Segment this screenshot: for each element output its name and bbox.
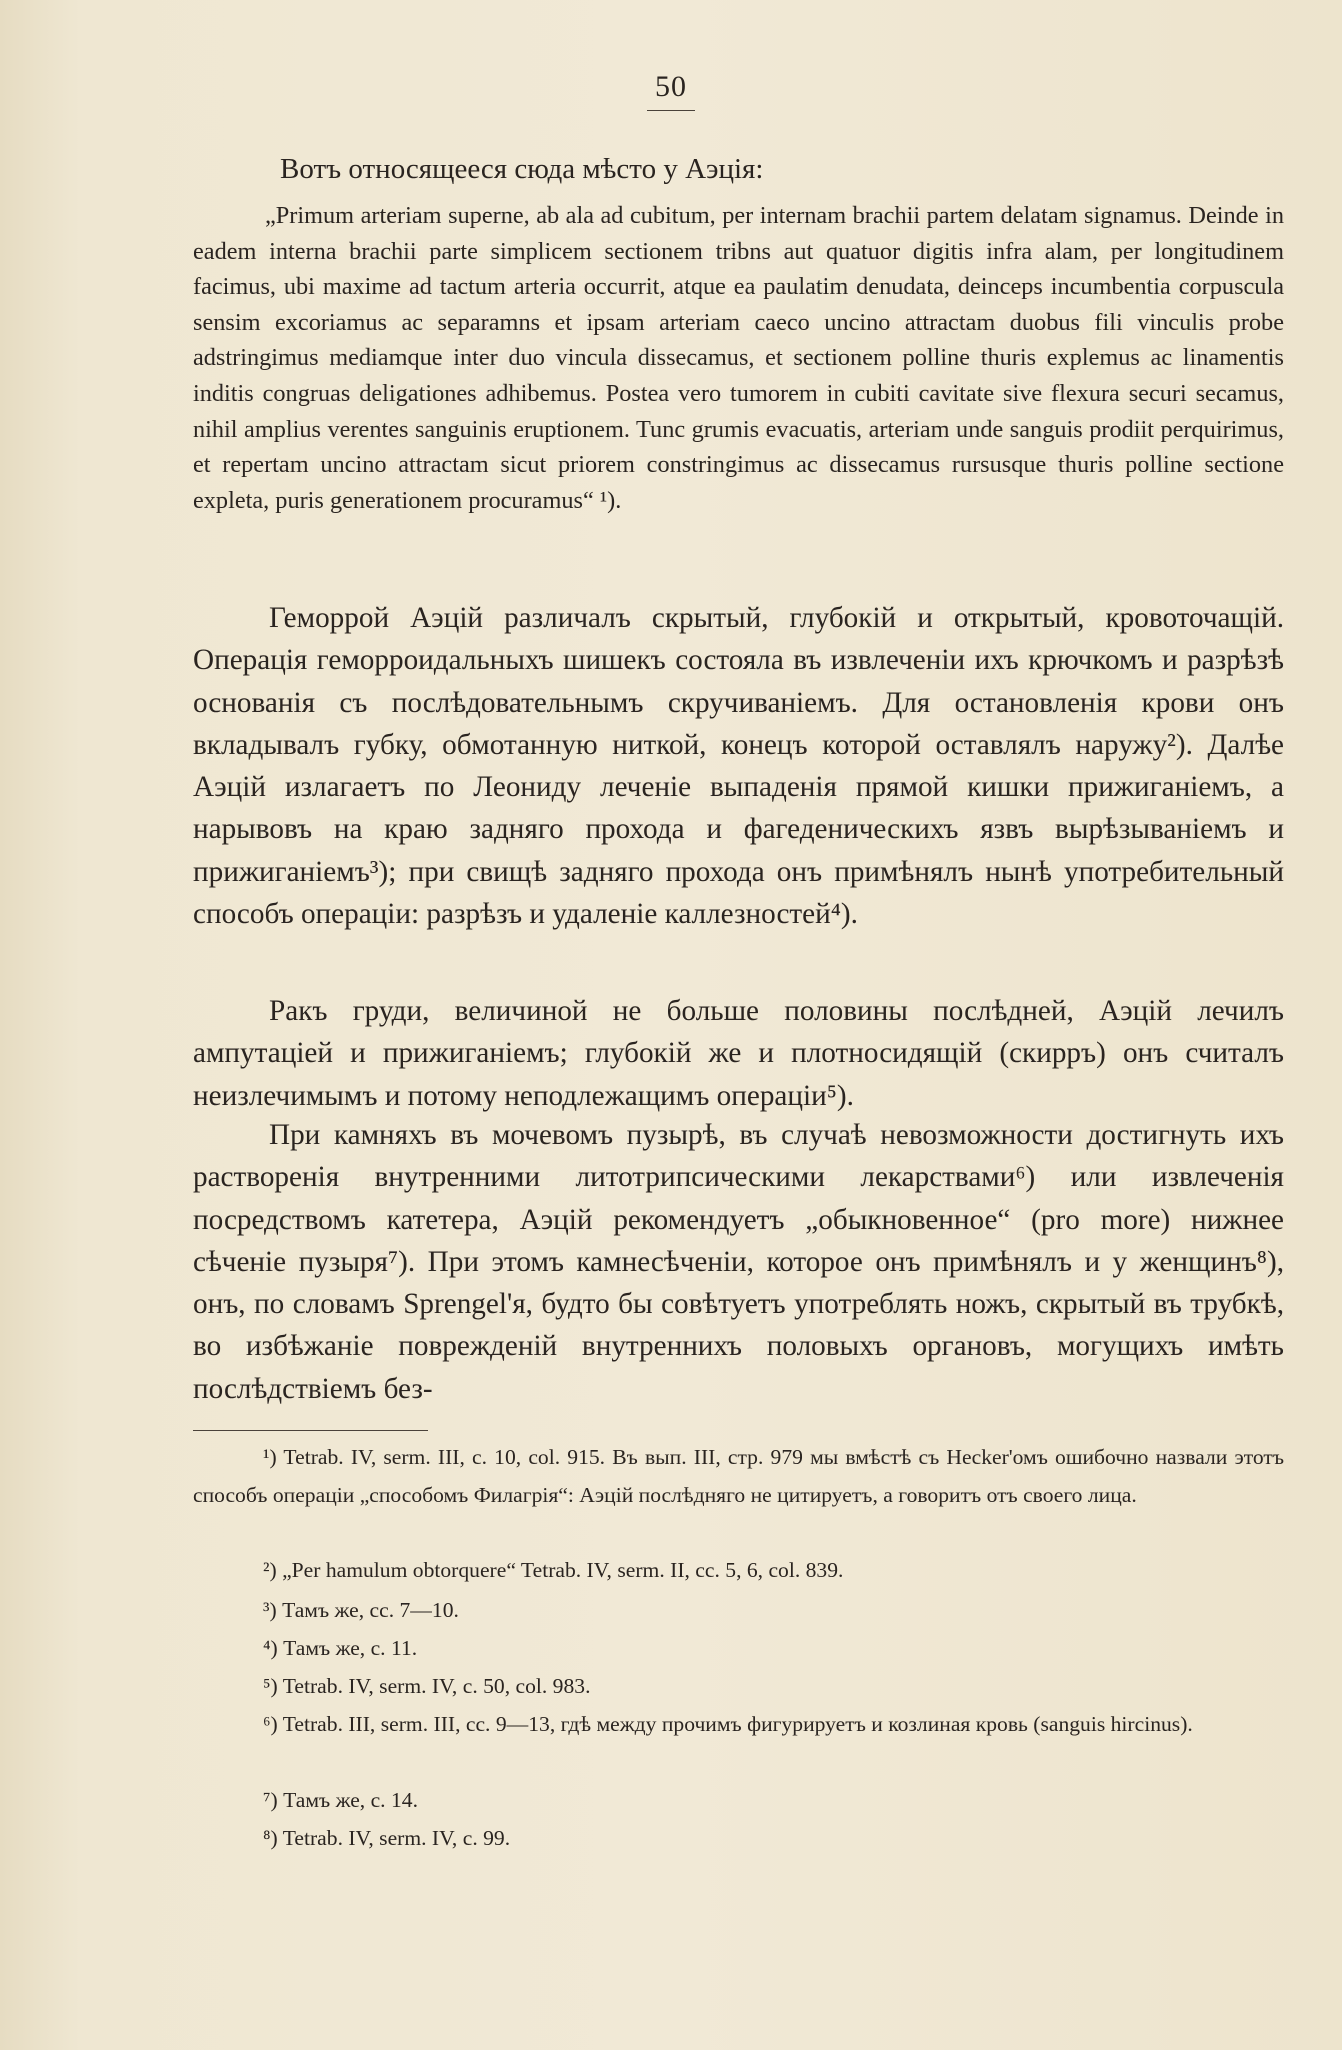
- footnote-5: ⁵) Tetrab. IV, serm. IV, c. 50, col. 983.: [263, 1674, 591, 1698]
- paragraph-hemorrhoids: Геморрой Аэцій различалъ скрытый, глубокій и открытый, кровоточащій. Операція геморроидальныхъ шишекъ состояла въ извлеченіи ихъ крючкомъ и разрѣзѣ основанія съ послѣдовательнымъ скручиваніемъ. Для остановленія крови онъ вкладывалъ губку, обмотанную ниткой, конецъ которой оставлялъ наружу²). Далѣе Аэцій излагаетъ по Леониду леченіе выпаденія прямой кишки прижиганіемъ, а нарывовъ на краю задняго прохода и фагеденическихъ язвъ вырѣзываніемъ и прижиганіемъ³); при свищѣ задняго прохода онъ примѣнялъ нынѣ употребительный способъ операціи: разрѣзъ и удаленіе каллезностей⁴).: [193, 602, 1284, 931]
- footnote-divider: [193, 1430, 428, 1431]
- footnote-1: ¹) Tetrab. IV, serm. III, c. 10, col. 915. Въ вып. III, стр. 979 мы вмѣстѣ съ Hecker'омъ ошибочно назвали этотъ способъ операціи „способомъ Филагрія“: Аэцій послѣдняго не цитируетъ, а говоритъ отъ своего лица.: [193, 1445, 1284, 1507]
- paragraph-bladder-stones: При камняхъ въ мочевомъ пузырѣ, въ случаѣ невозможности достигнуть ихъ растворенія внутренними литотрипсическими лекарствами⁶) или извлеченія посредствомъ катетера, Аэцій рекомендуетъ „обыкновенное“ (pro more) нижнее сѣченіе пузыря⁷). При этомъ камнесѣченіи, которое онъ примѣнялъ и у женщинъ⁸), онъ, по словамъ Sprengel'я, будто бы совѣтуетъ употреблять ножъ, скрытый въ трубкѣ, во избѣжаніе поврежденій внутреннихъ половыхъ органовъ, могущихъ имѣть послѣдствіемъ без-: [193, 1119, 1284, 1405]
- footnote-3: ³) Тамъ же, cc. 7—10.: [263, 1598, 459, 1622]
- footnote-7: ⁷) Тамъ же, c. 14.: [263, 1788, 418, 1812]
- footnote-8: ⁸) Tetrab. IV, serm. IV, c. 99.: [263, 1826, 511, 1850]
- paragraph-breast-cancer: Ракъ груди, величиной не больше половины послѣдней, Аэцій лечилъ ампутаціей и прижиганіемъ; глубокій же и плотносидящій (скирръ) онъ считалъ неизлечимымъ и потому неподлежащимъ операціи⁵).: [193, 995, 1284, 1112]
- latin-quotation: „Primum arteriam superne, ab ala ad cubitum, per internam brachii partem delatam signamus. Deinde in eadem interna brachii parte simplicem sectionem tribns aut quatuor digitis infra alam, per longitudinem facimus, ubi maxime ad tactum arteria occurrit, atque ea paulatim denudata, deinceps incumbentia corpuscula sensim excoriamus ac separamns et ipsam arteriam caeco uncino attractam duobus fili vinculis probe adstringimus mediamque inter duo vincula dissecamus, et sectionem polline thuris explemus ac linamentis inditis congruas deligationes adhibemus. Postea vero tumorem in cubiti cavitate sive flexura securi secamus, nihil amplius verentes sanguinis eruptionem. Tunc grumis evacuatis, arteriam unde sanguis prodiit perquirimus, et repertam uncino attractam sicut priorem constringimus ac dissecamus rursusque thuris polline sectione expleta, puris generationem procuramus“ ¹).: [193, 202, 1284, 514]
- intro-line: Вотъ относящееся сюда мѣсто у Аэція:: [280, 153, 764, 185]
- footnote-6: ⁶) Tetrab. III, serm. III, cc. 9—13, гдѣ между прочимъ фигурируетъ и козлиная кровь (sanguis hircinus).: [263, 1712, 1193, 1736]
- page-number: 50: [0, 70, 1342, 111]
- footnote-2: ²) „Per hamulum obtorquere“ Tetrab. IV, serm. II, cc. 5, 6, col. 839.: [263, 1558, 844, 1582]
- footnote-4: ⁴) Тамъ же, c. 11.: [263, 1636, 418, 1660]
